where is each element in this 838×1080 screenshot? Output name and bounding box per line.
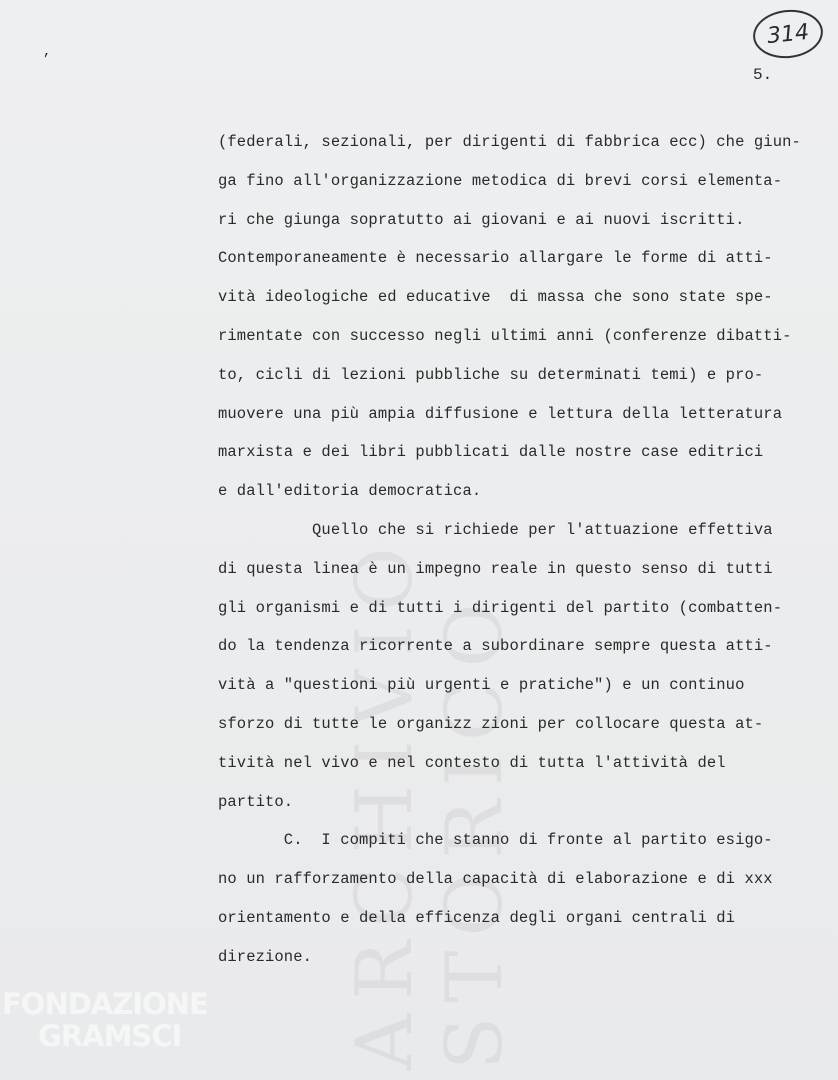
faint-background-stamp-1: ARCHIVIO (340, 533, 430, 1070)
corner-mark: ’ (42, 52, 51, 68)
text-line: orientamento e della efficenza degli organi centrali di (218, 908, 736, 927)
watermark-line-1: FONDAZIONE (2, 987, 208, 1021)
archive-number-stamp (751, 6, 826, 61)
faint-background-stamp-2: STORICO (430, 589, 520, 1070)
text-line: partito. (218, 792, 294, 811)
text-line: sforzo di tutte le organizz zioni per collocare questa at- (218, 714, 764, 733)
typewritten-text (218, 123, 818, 977)
text-line: vità a "questioni più urgenti e pratiche") e un continuo (218, 676, 745, 695)
text-line: e dall'editoria democratica. (218, 482, 482, 501)
text-line: di questa linea è un impegno reale in questo senso di tutti (218, 559, 773, 578)
text-line: ga fino all'organizzazione metodica di brevi corsi elementa- (218, 171, 783, 190)
text-line: no un rafforzamento della capacità di elaborazione e di xxx (218, 870, 773, 889)
fondazione-gramsci-watermark (2, 988, 208, 1052)
archive-number: 314 (765, 19, 811, 49)
text-line: do la tendenza ricorrente a subordinare sempre questa atti- (218, 637, 773, 656)
text-line: tività nel vivo e nel contesto di tutta l'attività del (218, 753, 726, 772)
text-line: Quello che si richiede per l'attuazione effettiva (218, 520, 773, 539)
text-line: gli organismi e di tutti i dirigenti del partito (combatten- (218, 598, 783, 617)
text-line: ri che giunga sopratutto ai giovani e ai nuovi iscritti. (218, 210, 745, 229)
text-line: marxista e dei libri pubblicati dalle nostre case editrici (218, 443, 764, 462)
text-line: (federali, sezionali, per dirigenti di fabbrica ecc) che giun- (218, 133, 801, 151)
page-number: 5. (753, 66, 773, 84)
text-line: vità ideologiche ed educative di massa che sono state spe- (218, 288, 773, 307)
watermark-line-2: GRAMSCI (38, 1019, 182, 1053)
text-line: muovere una più ampia diffusione e lettura della letteratura (218, 404, 783, 423)
text-line: direzione. (218, 947, 313, 966)
text-line: to, cicli di lezioni pubbliche su determinati temi) e pro- (218, 365, 764, 384)
text-line: C. I compiti che stanno di fronte al partito esigo- (218, 831, 773, 850)
text-line: rimentate con successo negli ultimi anni (conferenze dibatti- (218, 326, 792, 345)
text-line: Contemporaneamente è necessario allargare le forme di atti- (218, 249, 773, 268)
